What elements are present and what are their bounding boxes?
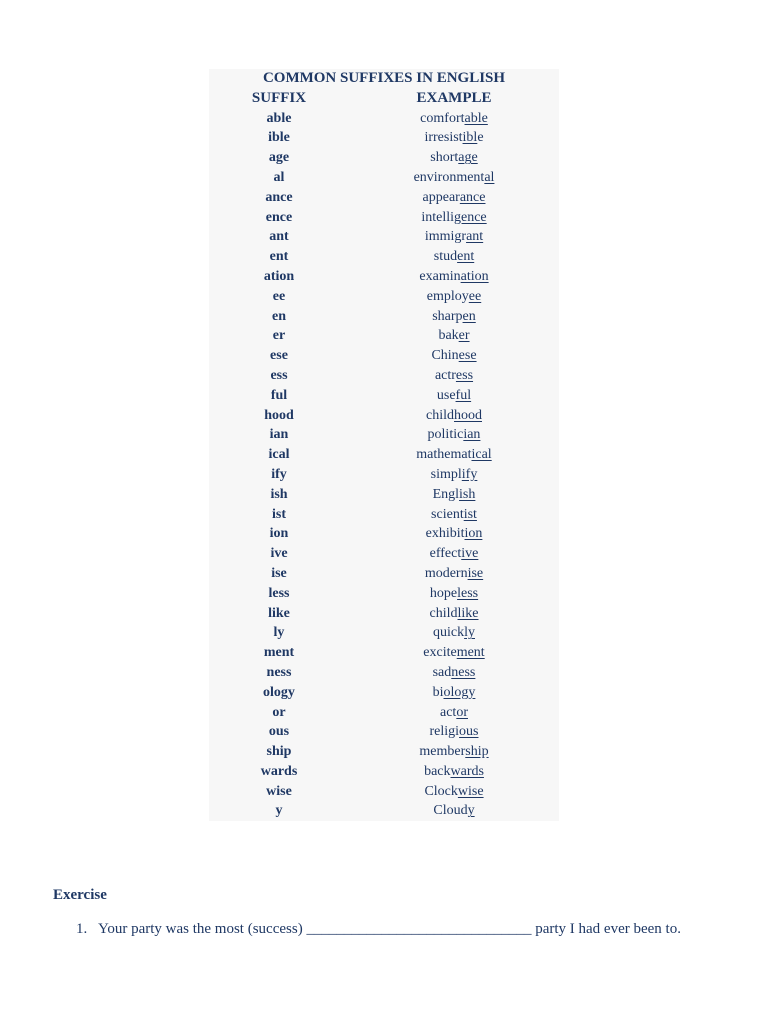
suffix-cell: ise (271, 565, 287, 581)
suffix-cell: wise (266, 783, 292, 799)
example-cell (349, 386, 559, 406)
example-stem: Cloud (433, 803, 468, 819)
example-cell (349, 524, 559, 544)
example-cell (349, 148, 559, 168)
suffix-cell: age (268, 150, 290, 166)
example-suffix-highlight: ness (451, 664, 476, 680)
table-row (209, 366, 559, 386)
suffix-cell: ance (265, 189, 293, 205)
example-suffix-highlight: or (456, 704, 468, 720)
example-suffix-highlight: less (457, 585, 479, 601)
example-stem: child (426, 407, 454, 423)
table-row (209, 801, 559, 821)
example-suffix-highlight: ous (459, 724, 479, 740)
table-row (209, 643, 559, 663)
example-stem: bi (432, 684, 444, 700)
example-cell (349, 505, 559, 525)
example-stem: employ (426, 288, 469, 304)
example-suffix-highlight: ess (455, 367, 474, 383)
suffix-cell: ese (270, 348, 288, 364)
example-stem: comfort (420, 110, 465, 126)
example-cell (349, 227, 559, 247)
example-stem: sharp (432, 308, 463, 324)
example-suffix-highlight: ation (460, 268, 489, 284)
suffix-cell: ence (265, 209, 293, 225)
table-row (209, 425, 559, 445)
example-cell (349, 722, 559, 742)
example-stem: environment (413, 169, 485, 185)
exercise-title: Exercise (53, 887, 107, 903)
example-stem: hope (429, 585, 458, 601)
table-row (209, 307, 559, 327)
table-row (209, 445, 559, 465)
exercise-list (76, 921, 681, 938)
header-suffix: SUFFIX (251, 89, 307, 106)
example-stem: back (424, 763, 451, 779)
example-suffix-highlight: ful (455, 387, 472, 403)
suffix-cell: able (266, 110, 292, 126)
suffix-cell: ship (266, 744, 292, 760)
suffix-cell: ical (268, 447, 290, 463)
table-row (209, 346, 559, 366)
exercise-item (76, 921, 681, 938)
example-cell (349, 406, 559, 426)
example-suffix-highlight: ion (464, 526, 483, 542)
suffix-cell: ive (270, 546, 288, 562)
suffix-cell: ful (270, 387, 288, 403)
suffix-cell: er (272, 328, 286, 344)
suffix-cell: less (268, 585, 290, 601)
suffix-cell: ify (271, 466, 287, 482)
example-cell (349, 485, 559, 505)
example-cell (349, 683, 559, 703)
example-cell (349, 307, 559, 327)
suffix-cell: ant (269, 229, 289, 245)
table-title-row (209, 69, 559, 89)
suffix-cell: ee (272, 288, 286, 304)
example-stem: bak (438, 328, 459, 344)
example-stem: mathemat (416, 447, 472, 463)
example-suffix-highlight: y (467, 803, 475, 819)
table-row (209, 386, 559, 406)
example-stem: examin (419, 268, 461, 284)
table-row (209, 406, 559, 426)
example-cell (349, 762, 559, 782)
example-suffix-highlight: ant (466, 229, 484, 245)
example-cell (349, 366, 559, 386)
example-stem: short (430, 150, 459, 166)
table-row (209, 544, 559, 564)
example-stem: quick (433, 625, 465, 641)
example-cell (349, 128, 559, 148)
table-row (209, 227, 559, 247)
example-suffix-highlight: ical (471, 447, 492, 463)
table-row (209, 465, 559, 485)
example-suffix-highlight: ly (464, 625, 475, 641)
example-suffix-highlight: en (462, 308, 476, 324)
example-stem: Engl (432, 486, 460, 502)
suffix-cell: ent (269, 249, 289, 265)
suffix-cell: ly (273, 625, 285, 641)
table-row (209, 326, 559, 346)
table-row (209, 109, 559, 129)
example-suffix-highlight: wise (457, 783, 484, 799)
example-stem: stud (433, 249, 458, 265)
example-cell (349, 584, 559, 604)
suffix-cell: en (272, 308, 286, 324)
table-row (209, 584, 559, 604)
example-suffix-highlight: ibl (462, 130, 478, 146)
table-row (209, 742, 559, 762)
example-cell (349, 801, 559, 821)
suffix-cell: ous (268, 724, 290, 740)
suffix-cell: ation (263, 268, 295, 284)
exercise-item-text: Your party was the most (success) ______________________________ party I had ever been to. (98, 921, 681, 937)
example-suffix-highlight: ship (465, 744, 489, 760)
suffix-cell: ness (266, 664, 292, 680)
header-example: EXAMPLE (416, 89, 492, 106)
example-suffix-highlight: ian (463, 427, 481, 443)
suffix-cell: ian (269, 427, 289, 443)
table-row (209, 267, 559, 287)
example-cell (349, 663, 559, 683)
table-row (209, 168, 559, 188)
table-row (209, 683, 559, 703)
table-body (209, 109, 559, 822)
suffix-cell: al (273, 169, 285, 185)
suffix-cell: y (275, 803, 283, 819)
example-cell (349, 742, 559, 762)
example-cell (349, 623, 559, 643)
example-suffix-highlight: like (457, 605, 479, 621)
example-cell (349, 445, 559, 465)
example-cell (349, 604, 559, 624)
example-suffix-highlight: ment (456, 645, 485, 661)
table-row (209, 604, 559, 624)
example-suffix-highlight: al (484, 169, 495, 185)
example-cell (349, 703, 559, 723)
table-row (209, 703, 559, 723)
example-suffix-highlight: wards (450, 763, 484, 779)
example-suffix-highlight: er (458, 328, 470, 344)
suffix-cell: hood (264, 407, 294, 423)
example-stem: irresist (424, 130, 463, 146)
example-cell (349, 643, 559, 663)
suffix-cell: ish (270, 486, 288, 502)
table-row (209, 247, 559, 267)
example-stem: member (419, 744, 466, 760)
example-suffix-highlight: ee (468, 288, 482, 304)
example-suffix-highlight: gence (454, 209, 487, 225)
example-cell (349, 564, 559, 584)
example-stem: simpl (430, 466, 462, 482)
example-stem: scient (431, 506, 464, 522)
example-stem: act (440, 704, 457, 720)
example-tail: e (477, 130, 484, 146)
example-suffix-highlight: ive (461, 546, 479, 562)
example-stem: modern (424, 565, 468, 581)
suffix-cell: ology (263, 684, 295, 700)
suffix-cell: ion (269, 526, 289, 542)
example-suffix-highlight: ance (459, 189, 486, 205)
example-stem: excite (423, 645, 457, 661)
example-cell (349, 326, 559, 346)
suffix-cell: ist (272, 506, 286, 522)
table-row (209, 208, 559, 228)
table-row (209, 663, 559, 683)
example-stem: exhibit (425, 526, 465, 542)
example-suffix-highlight: hood (454, 407, 482, 423)
example-cell (349, 287, 559, 307)
suffix-table (209, 69, 559, 821)
table-row (209, 128, 559, 148)
table-row (209, 762, 559, 782)
example-stem: politic (427, 427, 464, 443)
table-row (209, 623, 559, 643)
example-cell (349, 465, 559, 485)
suffix-cell: ess (270, 367, 288, 383)
example-suffix-highlight: ise (467, 565, 484, 581)
example-stem: Chin (431, 348, 459, 364)
table-row (209, 782, 559, 802)
table-row (209, 287, 559, 307)
table-row (209, 564, 559, 584)
suffix-cell: like (268, 605, 290, 621)
suffix-cell: ment (263, 645, 295, 661)
example-stem: effect (429, 546, 462, 562)
table-row (209, 485, 559, 505)
example-stem: intelli (421, 209, 454, 225)
example-cell (349, 425, 559, 445)
example-suffix-highlight: ology (443, 684, 476, 700)
example-stem: immigr (424, 229, 467, 245)
example-cell (349, 782, 559, 802)
table-header-row (209, 89, 559, 109)
example-suffix-highlight: ist (463, 506, 477, 522)
example-cell (349, 208, 559, 228)
suffix-cell: wards (260, 763, 298, 779)
suffix-cell: or (272, 704, 286, 720)
example-stem: sad (432, 664, 452, 680)
table-title: COMMON SUFFIXES IN ENGLISH (262, 70, 506, 86)
example-suffix-highlight: able (464, 110, 488, 126)
example-suffix-highlight: ent (457, 249, 475, 265)
table-row (209, 722, 559, 742)
suffix-cell: ible (268, 130, 290, 146)
example-cell (349, 247, 559, 267)
example-stem: actr (434, 367, 456, 383)
example-stem: child (429, 605, 458, 621)
example-cell (349, 544, 559, 564)
table-row (209, 505, 559, 525)
example-stem: use (436, 387, 456, 403)
example-stem: appear (422, 189, 460, 205)
example-cell (349, 109, 559, 129)
exercise-item-number: 1. (76, 921, 88, 937)
example-stem: religi (429, 724, 460, 740)
example-cell (349, 267, 559, 287)
table-row (209, 188, 559, 208)
example-suffix-highlight: ish (459, 486, 476, 502)
example-cell (349, 188, 559, 208)
table-row (209, 524, 559, 544)
example-cell (349, 346, 559, 366)
table-row (209, 148, 559, 168)
example-suffix-highlight: ify (461, 466, 478, 482)
example-stem: Clock (424, 783, 458, 799)
example-suffix-highlight: age (458, 150, 478, 166)
example-suffix-highlight: ese (458, 348, 477, 364)
example-cell (349, 168, 559, 188)
